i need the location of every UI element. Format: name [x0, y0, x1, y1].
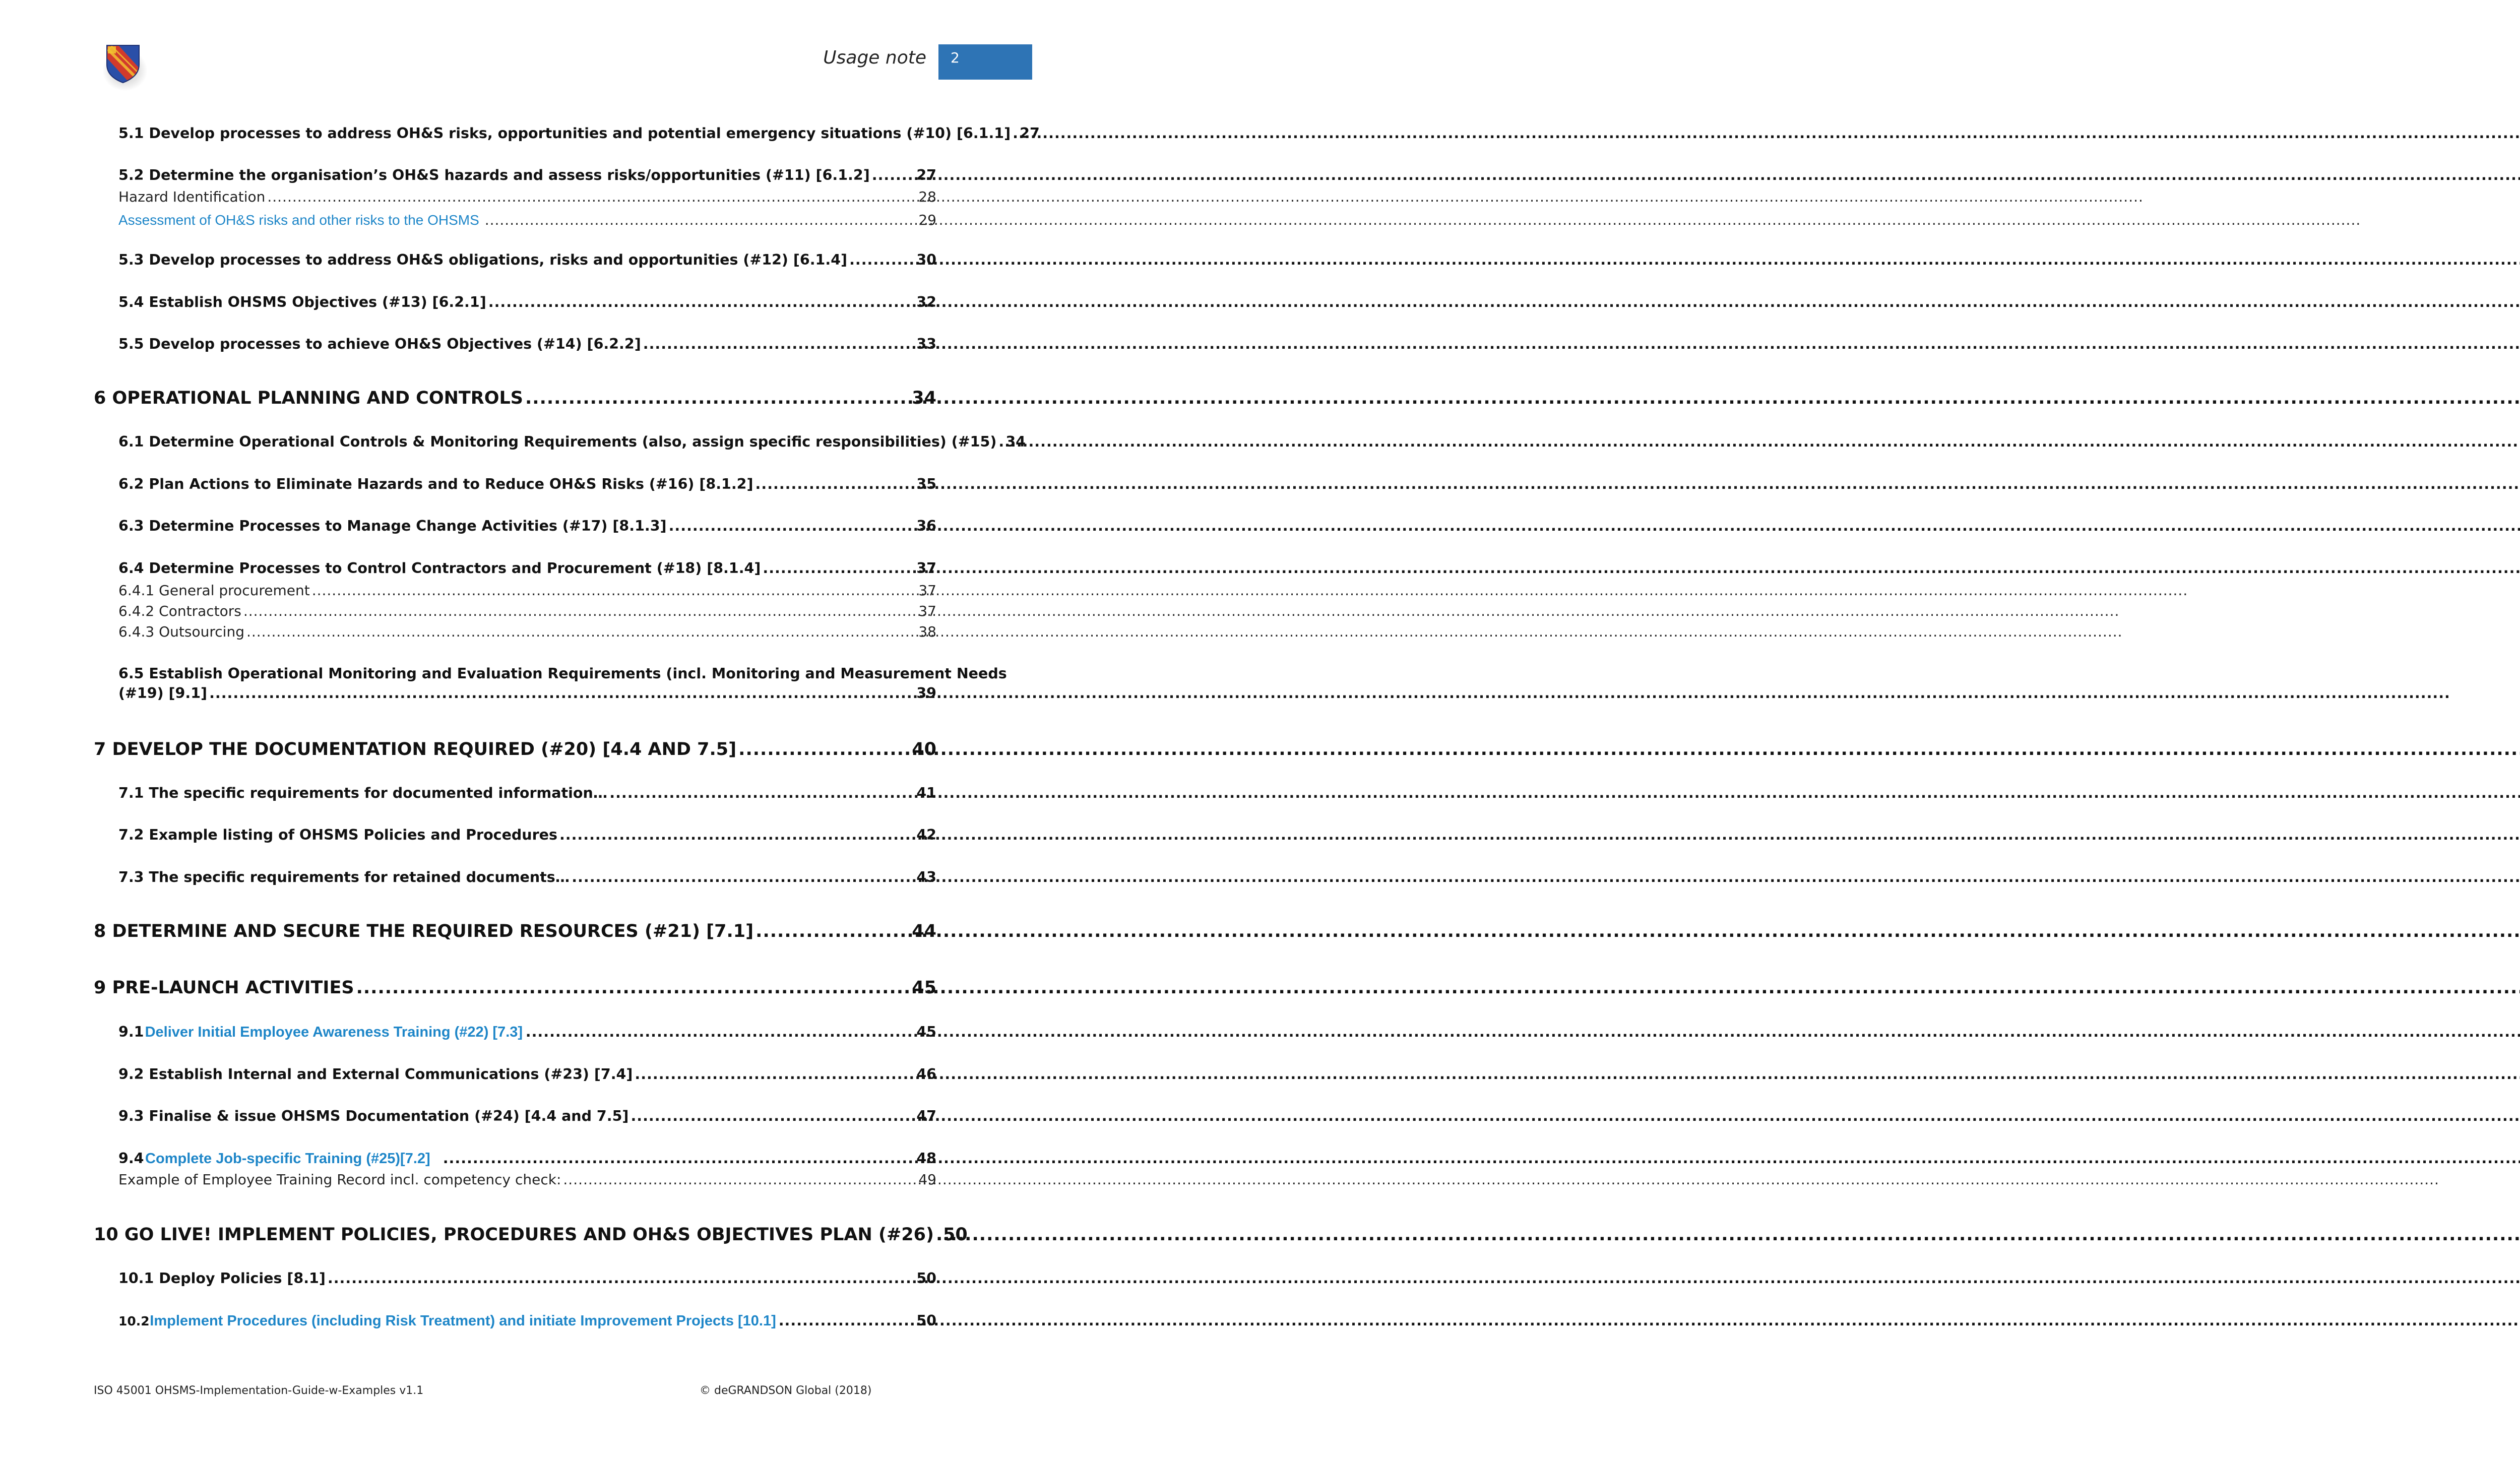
toc-entry-assessment-risks[interactable] [118, 212, 936, 228]
toc-entry-6-4-2[interactable] [118, 603, 936, 619]
toc-page-number: 37 [918, 582, 936, 599]
toc-entry-6-4[interactable] [118, 560, 936, 577]
toc-page-number: 48 [916, 1150, 937, 1167]
toc-entry-label: Example of Employee Training Record incl. competency check: [118, 1171, 561, 1188]
toc-section-label: 10 GO LIVE! IMPLEMENT POLICIES, PROCEDURES AND OH&S OBJECTIVES PLAN (#26) [94, 1225, 934, 1245]
toc-page-number: 39 [916, 685, 936, 702]
toc-entry-10-2[interactable] [118, 1312, 936, 1329]
toc-page-number: 41 [916, 785, 936, 801]
toc-page-number: 47 [916, 1108, 936, 1124]
toc-leader-dots [356, 978, 910, 998]
toc-entry-7-3[interactable] [118, 869, 936, 885]
toc-page-number: 33 [916, 336, 936, 352]
toc-leader-dots [779, 1312, 915, 1329]
toc-leader-dots [631, 1108, 914, 1124]
toc-entry-number: 9.1 [118, 1024, 144, 1040]
toc-entry-9-4[interactable] [118, 1150, 936, 1167]
toc-entry-10-1[interactable] [118, 1270, 936, 1287]
toc-entry-label: 5.4 Establish OHSMS Objectives (#13) [6.2.1] [118, 294, 486, 310]
toc-entry-link-label[interactable]: Deliver Initial Employee Awareness Training (#22) [7.3] [145, 1024, 523, 1040]
toc-entry-hazard-identification[interactable] [118, 188, 936, 205]
shield-crest-icon [105, 43, 141, 84]
toc-section-label: 8 DETERMINE AND SECURE THE REQUIRED RESOURCES (#21) [7.1] [94, 921, 754, 941]
toc-section-label: 9 PRE-LAUNCH ACTIVITIES [94, 978, 354, 998]
toc-entry-label: 6.4.3 Outsourcing [118, 623, 244, 640]
toc-entry-6-4-3[interactable] [118, 623, 936, 640]
toc-page-number: 38 [918, 623, 936, 640]
toc-entry-5-3[interactable] [118, 251, 936, 268]
toc-section-10[interactable] [94, 1225, 968, 1245]
toc-entry-label: 6.4.2 Contractors [118, 603, 241, 619]
document-page [0, 0, 1040, 1460]
toc-page-number: 27 [1020, 125, 1040, 142]
toc-leader-dots [1013, 125, 1018, 142]
toc-entry-label: 7.1 The specific requirements for documented information… [118, 785, 608, 801]
toc-entry-label-line2: (#19) [9.1] [118, 685, 208, 702]
toc-entry-label: 9.2 Establish Internal and External Communications (#23) [7.4] [118, 1066, 633, 1083]
toc-leader-dots [267, 188, 916, 205]
toc-section-6[interactable] [94, 388, 936, 408]
toc-page-number: 34 [912, 388, 936, 408]
toc-entry-label: 6.2 Plan Actions to Eliminate Hazards and to Reduce OH&S Risks (#16) [8.1.2] [118, 476, 753, 492]
toc-entry-label: 10.1 Deploy Policies [8.1] [118, 1270, 326, 1287]
toc-entry-9-1[interactable] [118, 1024, 936, 1041]
toc-page-number: 37 [916, 560, 936, 577]
toc-entry-6-2[interactable] [118, 476, 936, 492]
toc-entry-label: 7.3 The specific requirements for retained documents… [118, 869, 570, 885]
toc-leader-dots [563, 1171, 916, 1188]
toc-page-number: 27 [916, 167, 936, 183]
toc-leader-dots [485, 212, 917, 228]
toc-entry-label: 6.3 Determine Processes to Manage Change Activities (#17) [8.1.3] [118, 518, 667, 534]
toc-page-number: 30 [916, 251, 936, 268]
toc-page-number: 49 [918, 1171, 936, 1188]
toc-entry-link-label[interactable]: Implement Procedures (including Risk Treatment) and initiate Improvement Projects [10.1] [150, 1313, 776, 1329]
toc-entry-6-5[interactable] [118, 665, 1007, 702]
page-number-badge [938, 44, 1032, 80]
toc-entry-label: 9.3 Finalise & issue OHSMS Documentation (#24) [4.4 and 7.5] [118, 1108, 629, 1124]
toc-page-number: 50 [943, 1225, 968, 1245]
toc-entry-6-1[interactable] [118, 433, 1026, 450]
toc-entry-label: 5.2 Determine the organisation’s OH&S hazards and assess risks/opportunities (#11) [6.1.2] [118, 167, 870, 183]
toc-entry-link-label[interactable]: Complete Job-specific Training (#25)[7.2] [145, 1151, 430, 1167]
toc-entry-5-5[interactable] [118, 336, 936, 352]
footer-document-title: ISO 45001 OHSMS-Implementation-Guide-w-Examples v1.1 [94, 1384, 424, 1397]
toc-page-number: 44 [912, 921, 936, 941]
toc-page-number: 50 [916, 1270, 936, 1287]
toc-leader-dots [488, 294, 915, 310]
header-title: Usage note [823, 47, 926, 68]
toc-leader-dots [998, 433, 1003, 450]
toc-leader-dots [755, 476, 915, 492]
toc-leader-dots [312, 582, 917, 599]
toc-entry-5-2[interactable] [118, 167, 936, 183]
toc-section-9[interactable] [94, 978, 936, 998]
toc-entry-label: 5.5 Develop processes to achieve OH&S Objectives (#14) [6.2.2] [118, 336, 641, 352]
toc-leader-dots [525, 388, 910, 408]
toc-leader-dots [755, 921, 910, 941]
toc-entry-7-2[interactable] [118, 827, 936, 843]
toc-entry-label-line1: 6.5 Establish Operational Monitoring and Evaluation Requirements (incl. Monitoring and Measurement Needs [118, 665, 1007, 682]
toc-entry-label: 7.2 Example listing of OHSMS Policies and Procedures [118, 827, 557, 843]
toc-entry-9-2[interactable] [118, 1066, 936, 1083]
footer-copyright: © deGRANDSON Global (2018) [700, 1384, 872, 1397]
toc-entry-7-1[interactable] [118, 785, 936, 801]
toc-entry-6-5-line2 [118, 685, 936, 702]
toc-leader-dots [559, 827, 914, 843]
toc-page-number: 28 [918, 188, 936, 205]
toc-leader-dots [443, 1150, 915, 1167]
toc-leader-dots [763, 560, 914, 577]
toc-leader-dots [669, 518, 915, 534]
toc-page-number: 45 [916, 1024, 936, 1040]
toc-page-number: 34 [1005, 433, 1026, 450]
toc-section-label: 6 OPERATIONAL PLANNING AND CONTROLS [94, 388, 523, 408]
toc-section-7[interactable] [94, 739, 936, 759]
toc-entry-training-record[interactable] [118, 1171, 936, 1188]
toc-entry-label: 6.4 Determine Processes to Control Contractors and Procurement (#18) [8.1.4] [118, 560, 761, 577]
logo [101, 41, 146, 87]
toc-page-number: 32 [916, 294, 936, 310]
toc-page-number: 29 [918, 212, 936, 228]
toc-leader-dots [635, 1066, 914, 1083]
toc-entry-number: 9.4 [118, 1150, 144, 1167]
toc-leader-dots [738, 739, 910, 759]
toc-entry-label: 5.3 Develop processes to address OH&S obligations, risks and opportunities (#12) [6.1.4] [118, 251, 848, 268]
toc-leader-dots [936, 1225, 941, 1245]
toc-entry-5-1[interactable] [118, 125, 1040, 142]
toc-page-number: 43 [916, 869, 936, 885]
toc-page-number: 46 [916, 1066, 936, 1083]
toc-leader-dots [643, 336, 915, 352]
toc-entry-6-3[interactable] [118, 518, 936, 534]
page-number: 2 [951, 49, 960, 66]
toc-entry-6-4-1[interactable] [118, 582, 936, 599]
toc-leader-dots [209, 685, 914, 702]
toc-entry-label: 5.1 Develop processes to address OH&S risks, opportunities and potential emergency situations (#10) [6.1.1] [118, 125, 1011, 142]
toc-section-8[interactable] [94, 921, 936, 941]
toc-leader-dots [246, 623, 916, 640]
toc-leader-dots [526, 1024, 915, 1040]
toc-entry-number: 10.2 [118, 1314, 150, 1328]
toc-page-number: 37 [918, 603, 936, 619]
toc-entry-5-4[interactable] [118, 294, 936, 310]
toc-page-number: 45 [912, 978, 936, 998]
toc-page-number: 35 [916, 476, 936, 492]
toc-page-number: 50 [916, 1312, 936, 1329]
toc-entry-9-3[interactable] [118, 1108, 936, 1124]
toc-entry-label: Hazard Identification [118, 188, 266, 205]
toc-leader-dots [849, 251, 914, 268]
toc-entry-label: 6.1 Determine Operational Controls & Monitoring Requirements (also, assign specific responsibilities) (#15) [118, 433, 997, 450]
toc-leader-dots [609, 785, 914, 801]
toc-leader-dots [328, 1270, 914, 1287]
toc-entry-label: 6.4.1 General procurement [118, 582, 310, 599]
toc-page-number: 42 [916, 827, 936, 843]
toc-leader-dots [243, 603, 917, 619]
toc-entry-link-label[interactable]: Assessment of OH&S risks and other risks to the OHSMS [118, 212, 479, 228]
toc-page-number: 36 [916, 518, 936, 534]
toc-page-number: 40 [912, 739, 936, 759]
toc-section-label: 7 DEVELOP THE DOCUMENTATION REQUIRED (#20) [4.4 AND 7.5] [94, 739, 737, 759]
toc-leader-dots [872, 167, 915, 183]
toc-leader-dots [572, 869, 914, 885]
